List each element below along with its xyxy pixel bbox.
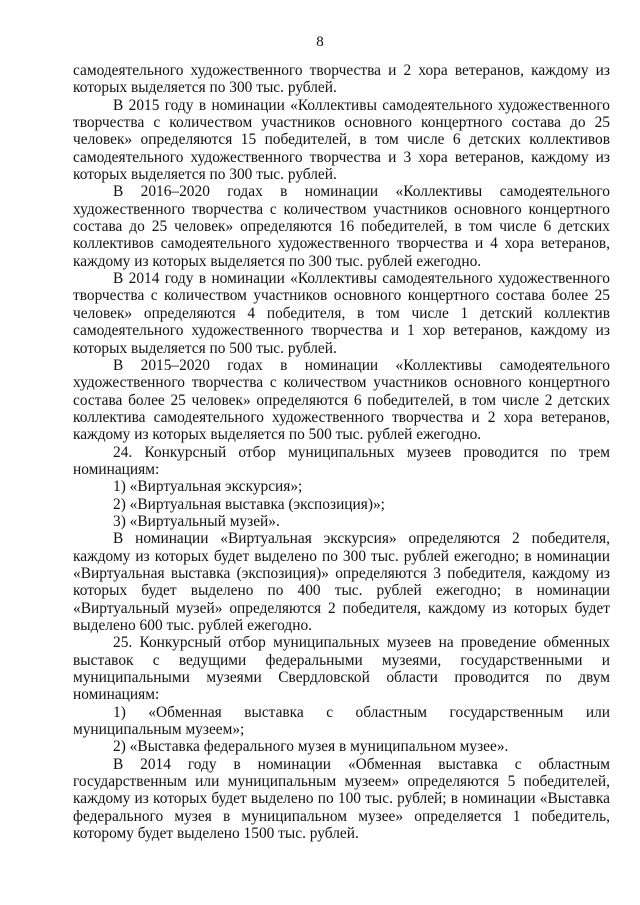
list-item: 2) «Виртуальная выставка (экспозиция)»; bbox=[113, 495, 385, 513]
paragraph: В 2016–2020 годах в номинации «Коллективы самодеятельного художественного творчества с количеством участников основного концертного состава до 25 человек» определяются 16 победителей, в том числе 6 детских коллективов самодеятельного художественного творчества и 4 хора ветеранов, каждому из которых выделяется по 300 тыс. рублей ежегодно. bbox=[73, 183, 610, 270]
paragraph: самодеятельного художественного творчества и 2 хора ветеранов, каждому из которых выделяется по 300 тыс. рублей. bbox=[73, 62, 610, 97]
list-item: 2) «Выставка федерального музея в муниципальном музее». bbox=[113, 738, 509, 756]
page-number: 8 bbox=[316, 34, 324, 50]
paragraph: В 2015–2020 годах в номинации «Коллективы самодеятельного художественного творчества с количеством участников основного концертного состава более 25 человек» определяются 6 победителей, в том числе 2 детских коллектива самодеятельного художественного творчества и 2 хора ветеранов, каждому из которых выделяется по 500 тыс. рублей ежегодно. bbox=[73, 356, 610, 444]
list-item: 3) «Виртуальный музей». bbox=[113, 512, 280, 530]
paragraph: В 2014 году в номинации «Коллективы самодеятельного художественного творчества с количеством участников основного концертного состава более 25 человек» определяются 4 победителя, в том числе 1 детский коллектив самодеятельного художественного творчества и 1 хор ветеранов, каждому из которых выделяется по 500 тыс. рублей. bbox=[73, 270, 610, 357]
paragraph: В номинации «Виртуальная экскурсия» определяются 2 победителя, каждому из которых будет выделено по 300 тыс. рублей ежегодно; в номинации «Виртуальная выставка (экспозиция)» определяются 3 победителя, каждому из которых будет выделено по 400 тыс. рублей ежегодно; в номинации «Виртуальный музей» определяются 2 победителя, каждому из которых будет выделено 600 тыс. рублей ежегодно. bbox=[73, 530, 610, 634]
list-item: 1) «Виртуальная экскурсия»; bbox=[113, 478, 303, 496]
section-24-heading: 24. Конкурсный отбор муниципальных музеев проводится по трем номинациям: bbox=[73, 443, 610, 478]
document-body bbox=[73, 62, 610, 842]
paragraph: В 2015 году в номинации «Коллективы самодеятельного художественного творчества с количеством участников основного концертного состава до 25 человек» определяются 15 победителей, в том числе 6 детских коллективов самодеятельного художественного творчества и 3 хора ветеранов, каждому из которых выделяется по 300 тыс. рублей. bbox=[73, 96, 610, 184]
list-item: 1) «Обменная выставка с областным государственным или муниципальным музеем»; bbox=[73, 703, 610, 739]
section-25-heading: 25. Конкурсный отбор муниципальных музеев на проведение обменных выставок с ведущими федеральными музеями, государственными и муниципальными музеями Свердловской области проводится по двум номинациям: bbox=[73, 634, 610, 704]
paragraph: В 2014 году в номинации «Обменная выставка с областным государственным или муниципальным музеем» определяются 5 победителей, каждому из которых будет выделено по 100 тыс. рублей; в номинации «Выставка федерального музея в муниципальном музее» определяется 1 победитель, которому будет выделено 1500 тыс. рублей. bbox=[73, 755, 610, 843]
